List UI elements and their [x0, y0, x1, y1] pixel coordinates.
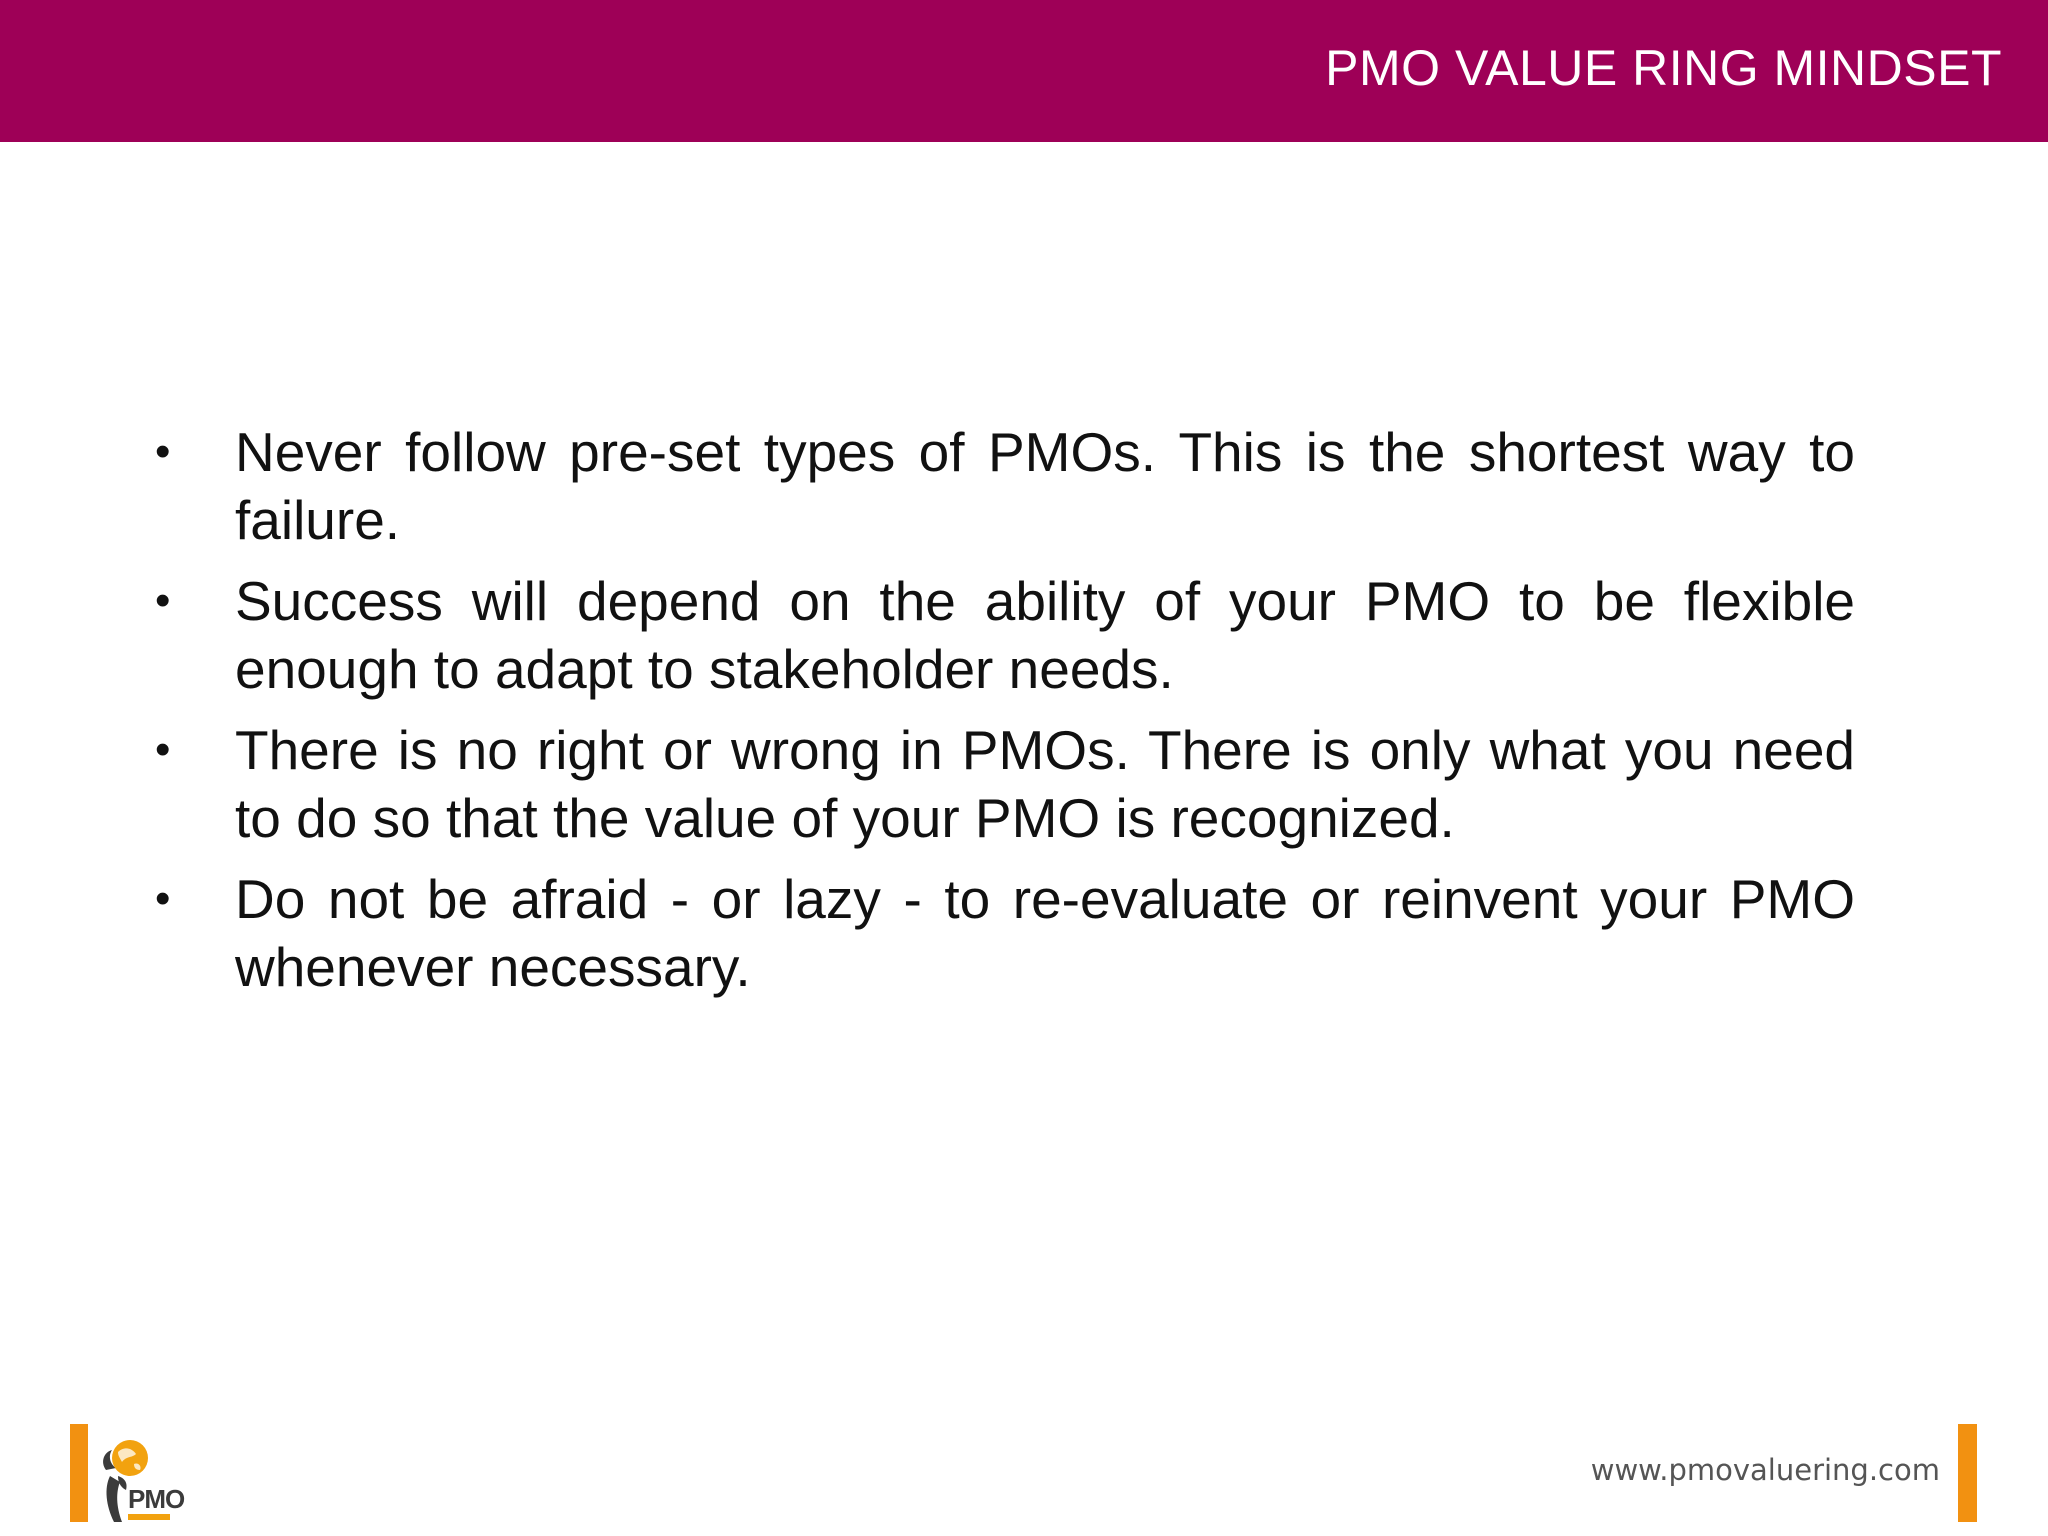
bullet-list — [155, 418, 1855, 1014]
logo-text: PMO — [128, 1484, 185, 1514]
left-accent-bar — [70, 1424, 88, 1522]
bullet-marker: • — [155, 576, 171, 625]
bullet-item — [155, 716, 1855, 852]
bullet-text: Do not be afraid - or lazy - to re-evaluate or reinvent your PMO whenever necessary. — [235, 868, 1855, 998]
pmo-logo — [98, 1436, 202, 1524]
bullet-text: Success will depend on the ability of your PMO to be flexible enough to adapt to stakeholder needs. — [235, 570, 1855, 700]
bullet-marker: • — [155, 427, 171, 476]
bullet-text: There is no right or wrong in PMOs. There is only what you need to do so that the value of your PMO is recognized. — [235, 719, 1855, 849]
website-url: www.pmovaluering.com — [1590, 1453, 1940, 1487]
bullet-marker: • — [155, 725, 171, 774]
right-accent-bar — [1958, 1424, 1977, 1522]
bullet-text: Never follow pre-set types of PMOs. This is the shortest way to failure. — [235, 421, 1855, 551]
header-bar — [0, 0, 2048, 142]
bullet-item — [155, 418, 1855, 554]
slide-title: PMO VALUE RING MINDSET — [1325, 40, 2002, 96]
bullet-item — [155, 865, 1855, 1001]
bullet-item — [155, 567, 1855, 703]
bullet-marker: • — [155, 874, 171, 923]
